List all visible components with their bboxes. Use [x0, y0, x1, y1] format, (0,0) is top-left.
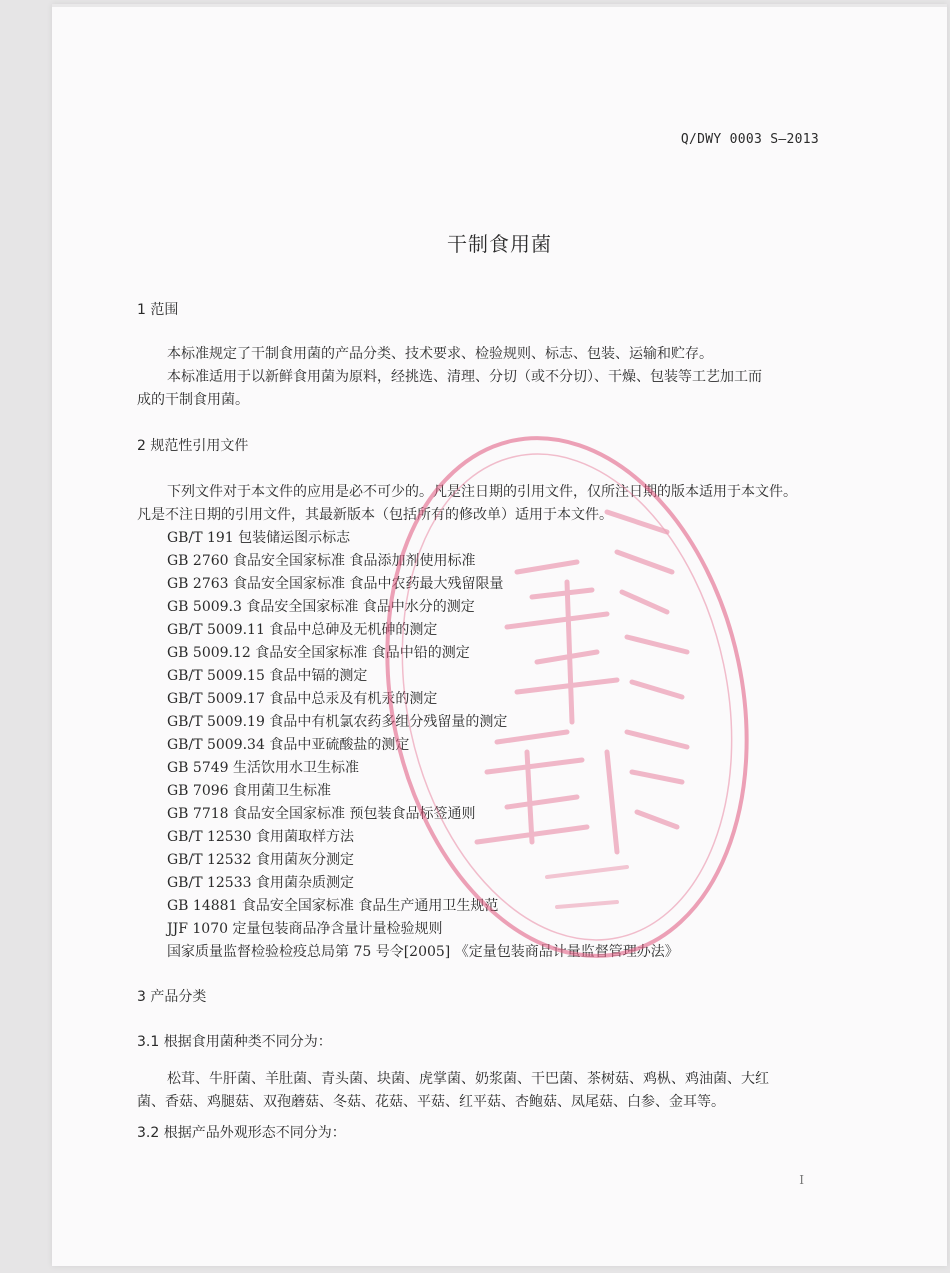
reference-item: GB/T 5009.17 食品中总汞及有机汞的测定: [167, 691, 438, 707]
reference-item: GB/T 5009.15 食品中镉的测定: [167, 668, 368, 684]
reference-item: GB/T 12533 食用菌杂质测定: [167, 875, 354, 891]
section-1-paragraph-1: 本标准规定了干制食用菌的产品分类、技术要求、检验规则、标志、包装、运输和贮存。: [167, 346, 713, 362]
reference-item: GB 14881 食品安全国家标准 食品生产通用卫生规范: [167, 898, 499, 914]
document-title: 干制食用菌: [447, 232, 552, 256]
section-3-1-line-1: 松茸、牛肝菌、羊肚菌、青头菌、块菌、虎掌菌、奶浆菌、干巴菌、茶树菇、鸡枞、鸡油菌、大红: [167, 1071, 769, 1087]
reference-item: GB 7718 食品安全国家标准 预包装食品标签通则: [167, 806, 476, 822]
reference-item: GB/T 12530 食用菌取样方法: [167, 829, 354, 845]
document-page: [52, 4, 947, 1266]
section-1-paragraph-2-line-2: 成的干制食用菌。: [137, 392, 249, 408]
scan-edge: [52, 4, 947, 7]
reference-item: JJF 1070 定量包装商品净含量计量检验规则: [167, 921, 443, 937]
reference-item: GB/T 5009.11 食品中总砷及无机砷的测定: [167, 622, 438, 638]
reference-item: GB/T 5009.19 食品中有机氯农药多组分残留量的测定: [167, 714, 508, 730]
section-3-1-line-2: 菌、香菇、鸡腿菇、双孢蘑菇、冬菇、花菇、平菇、红平菇、杏鲍菇、凤尾菇、白参、金耳等。: [137, 1094, 725, 1110]
reference-item: GB/T 191 包装储运图示标志: [167, 530, 351, 546]
reference-item: GB/T 12532 食用菌灰分测定: [167, 852, 354, 868]
section-1-paragraph-2-line-1: 本标准适用于以新鲜食用菌为原料，经挑选、清理、分切（或不分切）、干燥、包装等工艺加工而: [167, 369, 762, 385]
section-2-paragraph-line-2: 凡是不注日期的引用文件，其最新版本（包括所有的修改单）适用于本文件。: [137, 507, 613, 523]
section-3-heading: 3 产品分类: [137, 989, 207, 1005]
reference-item: GB/T 5009.34 食品中亚硫酸盐的测定: [167, 737, 410, 753]
section-1-heading: 1 范围: [137, 302, 179, 318]
reference-item: GB 7096 食用菌卫生标准: [167, 783, 332, 799]
section-3-1-heading: 3.1 根据食用菌种类不同分为：: [137, 1034, 332, 1050]
reference-item: GB 2763 食品安全国家标准 食品中农药最大残留限量: [167, 576, 504, 592]
reference-item: GB 2760 食品安全国家标准 食品添加剂使用标准: [167, 553, 476, 569]
reference-item: 国家质量监督检验检疫总局第 75 号令[2005] 《定量包装商品计量监督管理办法》: [167, 944, 679, 960]
standard-number: Q/DWY 0003 S—2013: [680, 132, 819, 147]
section-2-paragraph-line-1: 下列文件对于本文件的应用是必不可少的。凡是注日期的引用文件，仅所注日期的版本适用于本文件。: [167, 484, 797, 500]
section-2-heading: 2 规范性引用文件: [137, 438, 249, 454]
page-number: I: [799, 1173, 804, 1187]
reference-item: GB 5009.3 食品安全国家标准 食品中水分的测定: [167, 599, 475, 615]
section-3-2-heading: 3.2 根据产品外观形态不同分为：: [137, 1125, 346, 1141]
reference-item: GB 5009.12 食品安全国家标准 食品中铅的测定: [167, 645, 470, 661]
reference-item: GB 5749 生活饮用水卫生标准: [167, 760, 360, 776]
